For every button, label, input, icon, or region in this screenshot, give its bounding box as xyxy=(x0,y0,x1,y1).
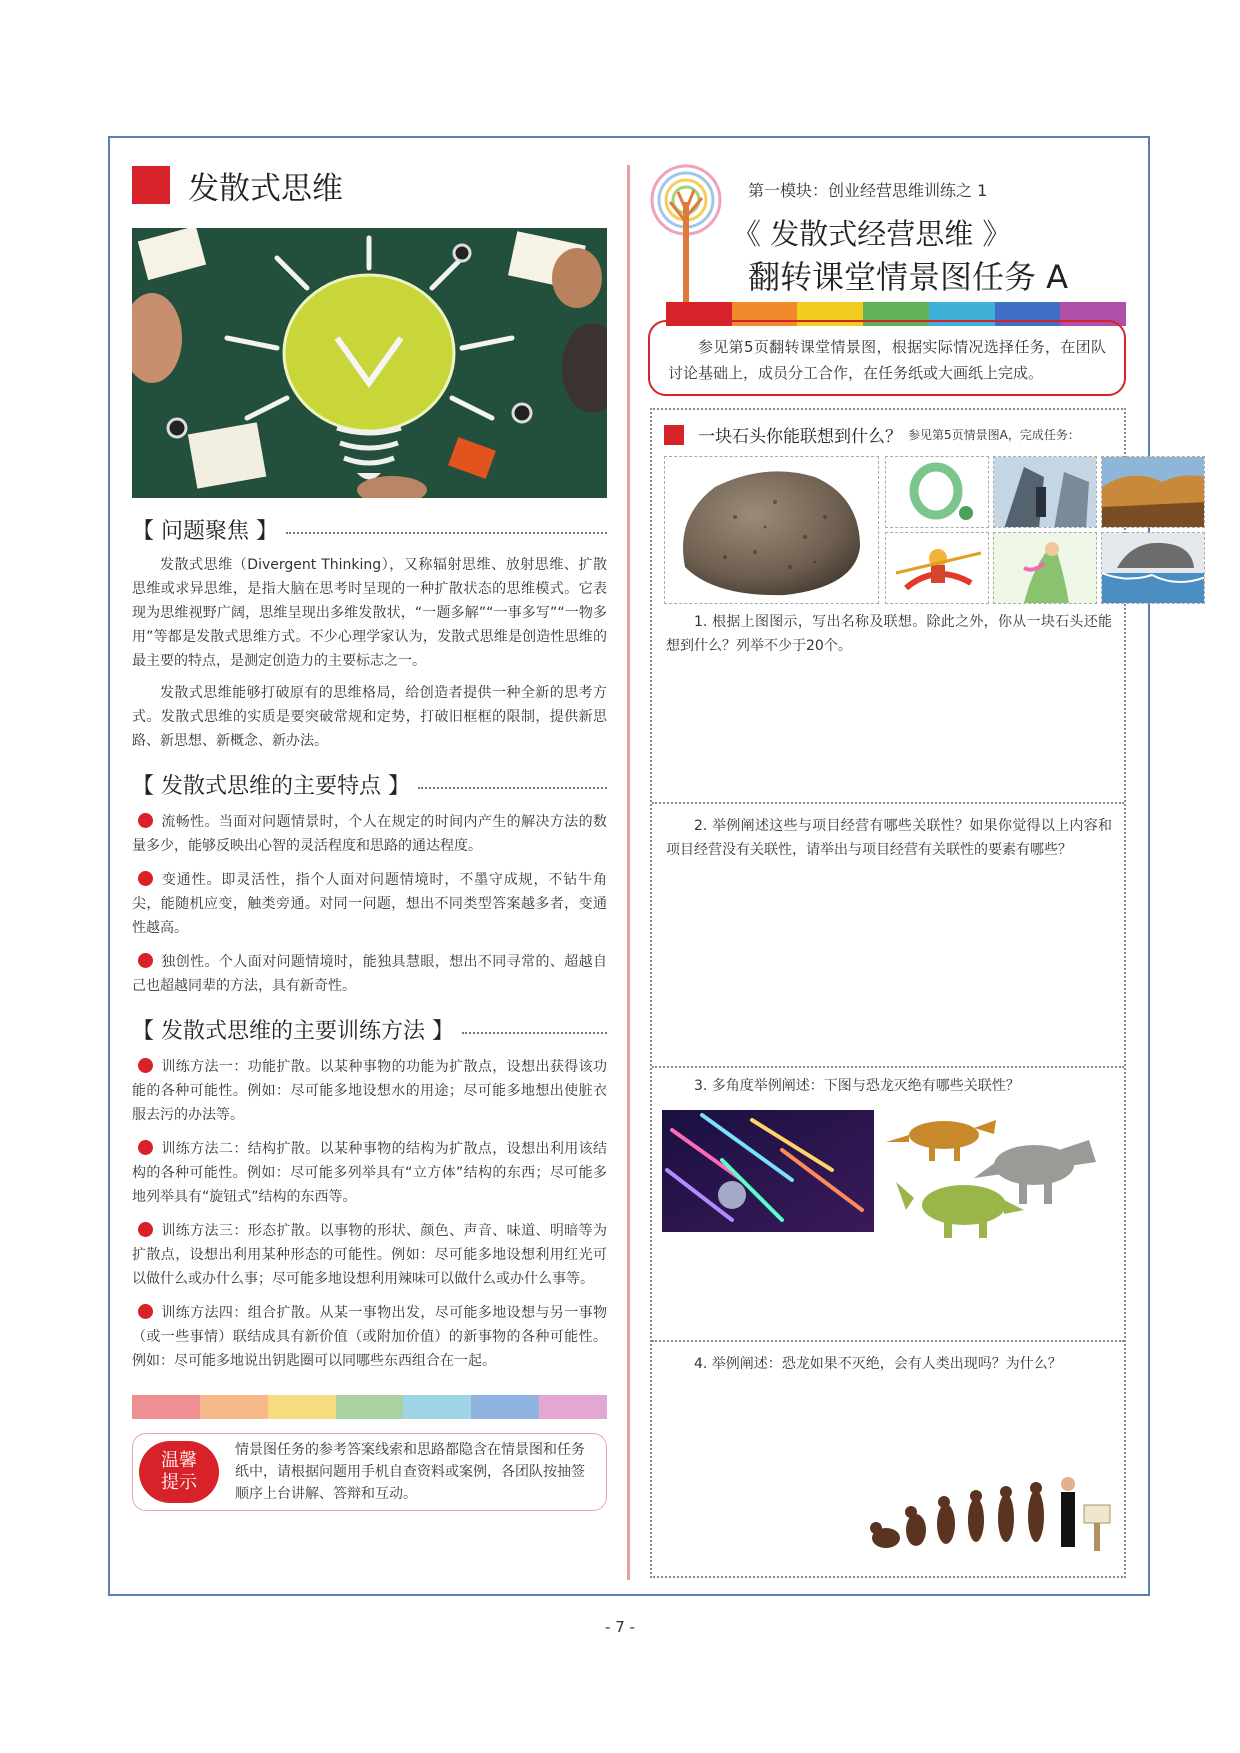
methods-heading-text: 【 发散式思维的主要训练方法 】 xyxy=(132,1019,454,1044)
rainbow-segment xyxy=(132,1395,200,1419)
task-subtitle: 参见第5页情景图A，完成任务： xyxy=(908,428,1080,442)
tip-box xyxy=(132,1433,607,1511)
stone-icon xyxy=(665,457,878,603)
dotted-line xyxy=(286,532,607,534)
methods-heading xyxy=(132,1014,607,1045)
meteor-shower-image xyxy=(662,1110,874,1232)
rainbow-segment xyxy=(336,1395,404,1419)
feature-item xyxy=(132,810,607,858)
instruction-box: 参见第5页翻转课堂情景图，根据实际情况选择任务，在团队讨论基础上，成员分工合作，在任务纸或大画纸上完成。 xyxy=(648,320,1126,396)
tip-badge-line2: 提示 xyxy=(161,1472,197,1493)
page-number: - 7 - xyxy=(605,1618,635,1636)
canyon-landscape-image xyxy=(1101,456,1205,528)
method-item xyxy=(132,1301,607,1373)
red-dot-icon xyxy=(138,1058,153,1073)
features-heading-text: 【 发散式思维的主要特点 】 xyxy=(132,774,410,799)
method-text: 训练方法一：功能扩散。以某种事物的功能为扩散点，设想出获得该功能的各种可能性。例如：尽可能多地设想水的用途；尽可能多地想出使脏衣服去污的办法等。 xyxy=(132,1059,607,1123)
tree-logo-icon xyxy=(648,162,736,312)
feature-text: 独创性。个人面对问题情境时，能独具慧眼，想出不同寻常的、超越自己也超越同辈的方法，具有新奇性。 xyxy=(132,954,607,994)
human-evolution-image xyxy=(866,1450,1116,1558)
method-text: 训练方法四：组合扩散。从某一事物出发，尽可能多地设想与另一事物（或一些事情）联结成具有新价值（或附加价值）的新事物的各种可能性。例如：尽可能多地说出钥匙圈可以同哪些东西组合在一起。 xyxy=(132,1305,607,1369)
stone-association-images xyxy=(664,456,1205,604)
focus-heading xyxy=(132,514,607,545)
focus-heading-text: 【 问题聚焦 】 xyxy=(132,519,278,544)
cliff-figure-image xyxy=(993,456,1097,528)
feature-item xyxy=(132,950,607,998)
title-line-2: 翻转课堂情景图任务 A xyxy=(748,258,1069,296)
section-title: 发散式思维 xyxy=(188,170,343,207)
features-heading xyxy=(132,769,607,800)
module-label: 第一模块：创业经营思维训练之 1 xyxy=(748,181,988,200)
task-header xyxy=(664,422,1080,447)
dotted-separator xyxy=(652,1340,1124,1342)
title-line-1: 《 发散式经营思维 》 xyxy=(732,217,1012,251)
dotted-line xyxy=(418,787,607,789)
column-divider xyxy=(627,165,630,1580)
red-dot-icon xyxy=(138,1222,153,1237)
lightbulb-chalkboard-image xyxy=(132,228,607,498)
question-3: 3. 多角度举例阐述：下图与恐龙灭绝有哪些关联性？ xyxy=(694,1078,1020,1094)
red-square-icon xyxy=(664,425,684,445)
rainbow-segment xyxy=(268,1395,336,1419)
association-grid xyxy=(885,456,1205,604)
tip-badge xyxy=(139,1441,219,1503)
red-dot-icon xyxy=(138,953,153,968)
red-square-icon xyxy=(132,166,170,204)
monkey-king-image xyxy=(885,532,989,604)
rainbow-bar xyxy=(132,1395,607,1419)
dinosaurs-image xyxy=(884,1100,1104,1240)
method-item xyxy=(132,1137,607,1209)
task-question: 一块石头你能联想到什么？ xyxy=(698,427,902,447)
dotted-separator xyxy=(652,802,1124,804)
method-text: 训练方法三：形态扩散。以事物的形状、颜色、声音、味道、明暗等为扩散点，设想出利用某种形态的可能性。例如：尽可能多地设想利用红光可以做什么或办什么事；尽可能多地设想利用辣味可以做什么或办什么事等。 xyxy=(132,1223,607,1287)
feature-text: 变通性。即灵活性，指个人面对问题情境时，不墨守成规，不钻牛角尖，能随机应变，触类旁通。对同一问题，想出不同类型答案越多者，变通性越高。 xyxy=(132,872,607,936)
red-dot-icon xyxy=(138,813,153,828)
feature-item xyxy=(132,868,607,940)
section-header xyxy=(132,150,607,220)
stone-image xyxy=(664,456,879,604)
focus-paragraph-2: 发散式思维能够打破原有的思维格局，给创造者提供一种全新的思考方式。发散式思维的实质是要突破常规和定势，打破旧框框的限制，提供新思路、新思想、新概念、新办法。 xyxy=(132,685,607,749)
method-text: 训练方法二：结构扩散。以某种事物的结构为扩散点，设想出利用该结构的各种可能性。例如：尽可能多列举具有“立方体”结构的东西；尽可能多地列举具有“旋钮式”结构的东西等。 xyxy=(132,1141,607,1205)
rainbow-segment xyxy=(200,1395,268,1419)
rainbow-segment xyxy=(403,1395,471,1419)
feature-text: 流畅性。当面对问题情景时，个人在规定的时间内产生的解决方法的数量多少，能够反映出心智的灵活程度和思路的通达程度。 xyxy=(132,814,607,854)
method-item xyxy=(132,1219,607,1291)
dotted-line xyxy=(462,1032,607,1034)
task-sheet xyxy=(650,408,1126,1578)
method-item xyxy=(132,1055,607,1127)
tip-badge-line1: 温馨 xyxy=(161,1450,197,1471)
question-1: 1. 根据上图图示，写出名称及联想。除此之外，你从一块石头还能想到什么？列举不少于20个。 xyxy=(666,614,1112,654)
rainbow-segment xyxy=(539,1395,607,1419)
jade-bracelet-image xyxy=(885,456,989,528)
left-column xyxy=(132,150,607,1511)
tip-text: 情景图任务的参考答案线索和思路都隐含在情景图和任务纸中，请根据问题用手机自查资料或案例，各团队按抽签顺序上台讲解、答辩和互动。 xyxy=(235,1442,585,1502)
goddess-nuwa-image xyxy=(993,532,1097,604)
red-dot-icon xyxy=(138,1304,153,1319)
question-2: 2. 举例阐述这些与项目经营有哪些关联性？如果你觉得以上内容和项目经营没有关联性，请举出与项目经营有关联性的要素有哪些？ xyxy=(666,818,1112,858)
red-dot-icon xyxy=(138,1140,153,1155)
rock-river-image xyxy=(1101,532,1205,604)
rainbow-segment xyxy=(471,1395,539,1419)
lightbulb-icon xyxy=(132,228,607,498)
dotted-separator xyxy=(652,1066,1124,1068)
focus-paragraph-1: 发散式思维（Divergent Thinking），又称辐射思维、放射思维、扩散思维或求异思维，是指大脑在思考时呈现的一种扩散状态的思维模式。它表现为思维视野广阔，思维呈现出多维发散状，“一题多解”“一事多写”“一物多用”等都是发散式思维方式。不少心理学家认为，发散式思维是创造性思维的最主要的特点，是测定创造力的主要标志之一。 xyxy=(132,557,607,669)
red-dot-icon xyxy=(138,871,153,886)
question-4: 4. 举例阐述：恐龙如果不灭绝，会有人类出现吗？为什么？ xyxy=(694,1356,1062,1372)
